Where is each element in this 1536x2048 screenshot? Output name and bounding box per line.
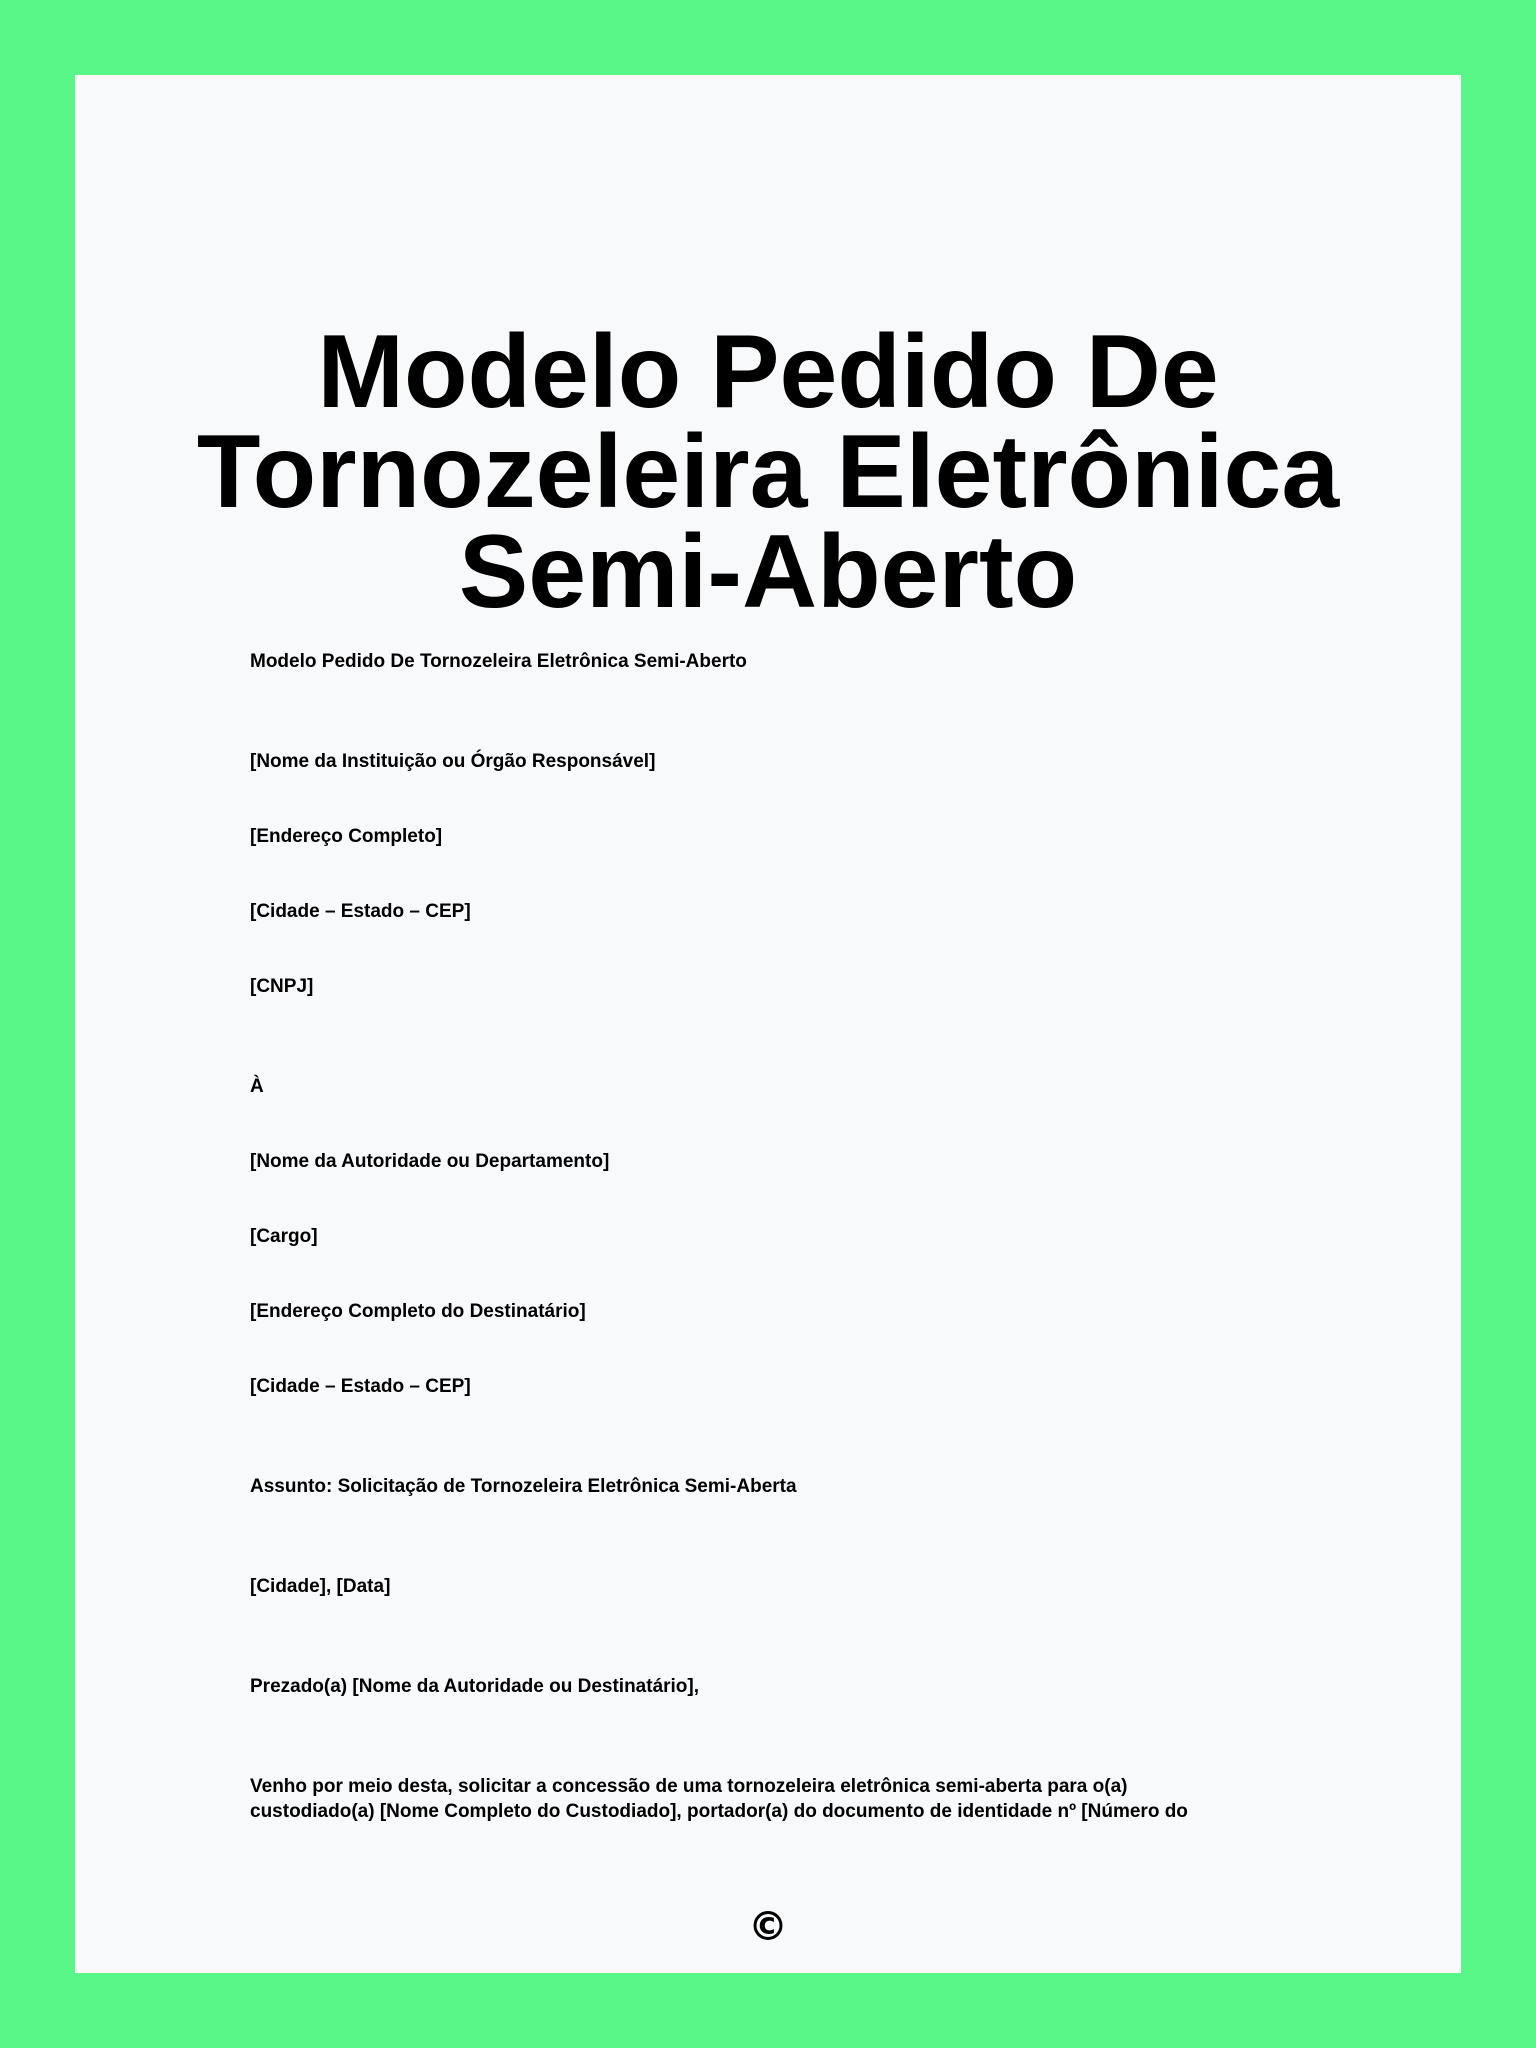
copyright-icon: © xyxy=(748,1904,788,1950)
document-page xyxy=(75,75,1461,1973)
recipient-position: [Cargo] xyxy=(250,1226,318,1247)
body-line-1: Venho por meio desta, solicitar a concessão de uma tornozeleira eletrônica semi-aberta para o(a) xyxy=(250,1776,1128,1797)
title-line-3: Semi-Aberto xyxy=(458,514,1078,630)
recipient-address: [Endereço Completo do Destinatário] xyxy=(250,1301,586,1322)
subject-line: Assunto: Solicitação de Tornozeleira Eletrônica Semi-Aberta xyxy=(250,1476,797,1497)
body-line-2: custodiado(a) [Nome Completo do Custodiado], portador(a) do documento de identidade nº [Número do xyxy=(250,1801,1188,1822)
sender-address: [Endereço Completo] xyxy=(250,826,443,847)
title-line-1: Modelo Pedido De xyxy=(317,314,1219,430)
recipient-authority: [Nome da Autoridade ou Departamento] xyxy=(250,1151,610,1172)
greeting: Prezado(a) [Nome da Autoridade ou Destinatário], xyxy=(250,1676,700,1697)
title-line-2: Tornozeleira Eletrônica xyxy=(196,414,1340,530)
sender-cnpj: [CNPJ] xyxy=(250,976,314,997)
recipient-to: À xyxy=(250,1076,264,1097)
place-date: [Cidade], [Data] xyxy=(250,1576,391,1597)
sender-institution: [Nome da Instituição ou Órgão Responsável] xyxy=(250,751,656,772)
recipient-city-state-zip: [Cidade – Estado – CEP] xyxy=(250,1376,471,1397)
sender-city-state-zip: [Cidade – Estado – CEP] xyxy=(250,901,471,922)
document-title xyxy=(75,314,1461,630)
document-subtitle: Modelo Pedido De Tornozeleira Eletrônica Semi-Aberto xyxy=(250,651,747,672)
